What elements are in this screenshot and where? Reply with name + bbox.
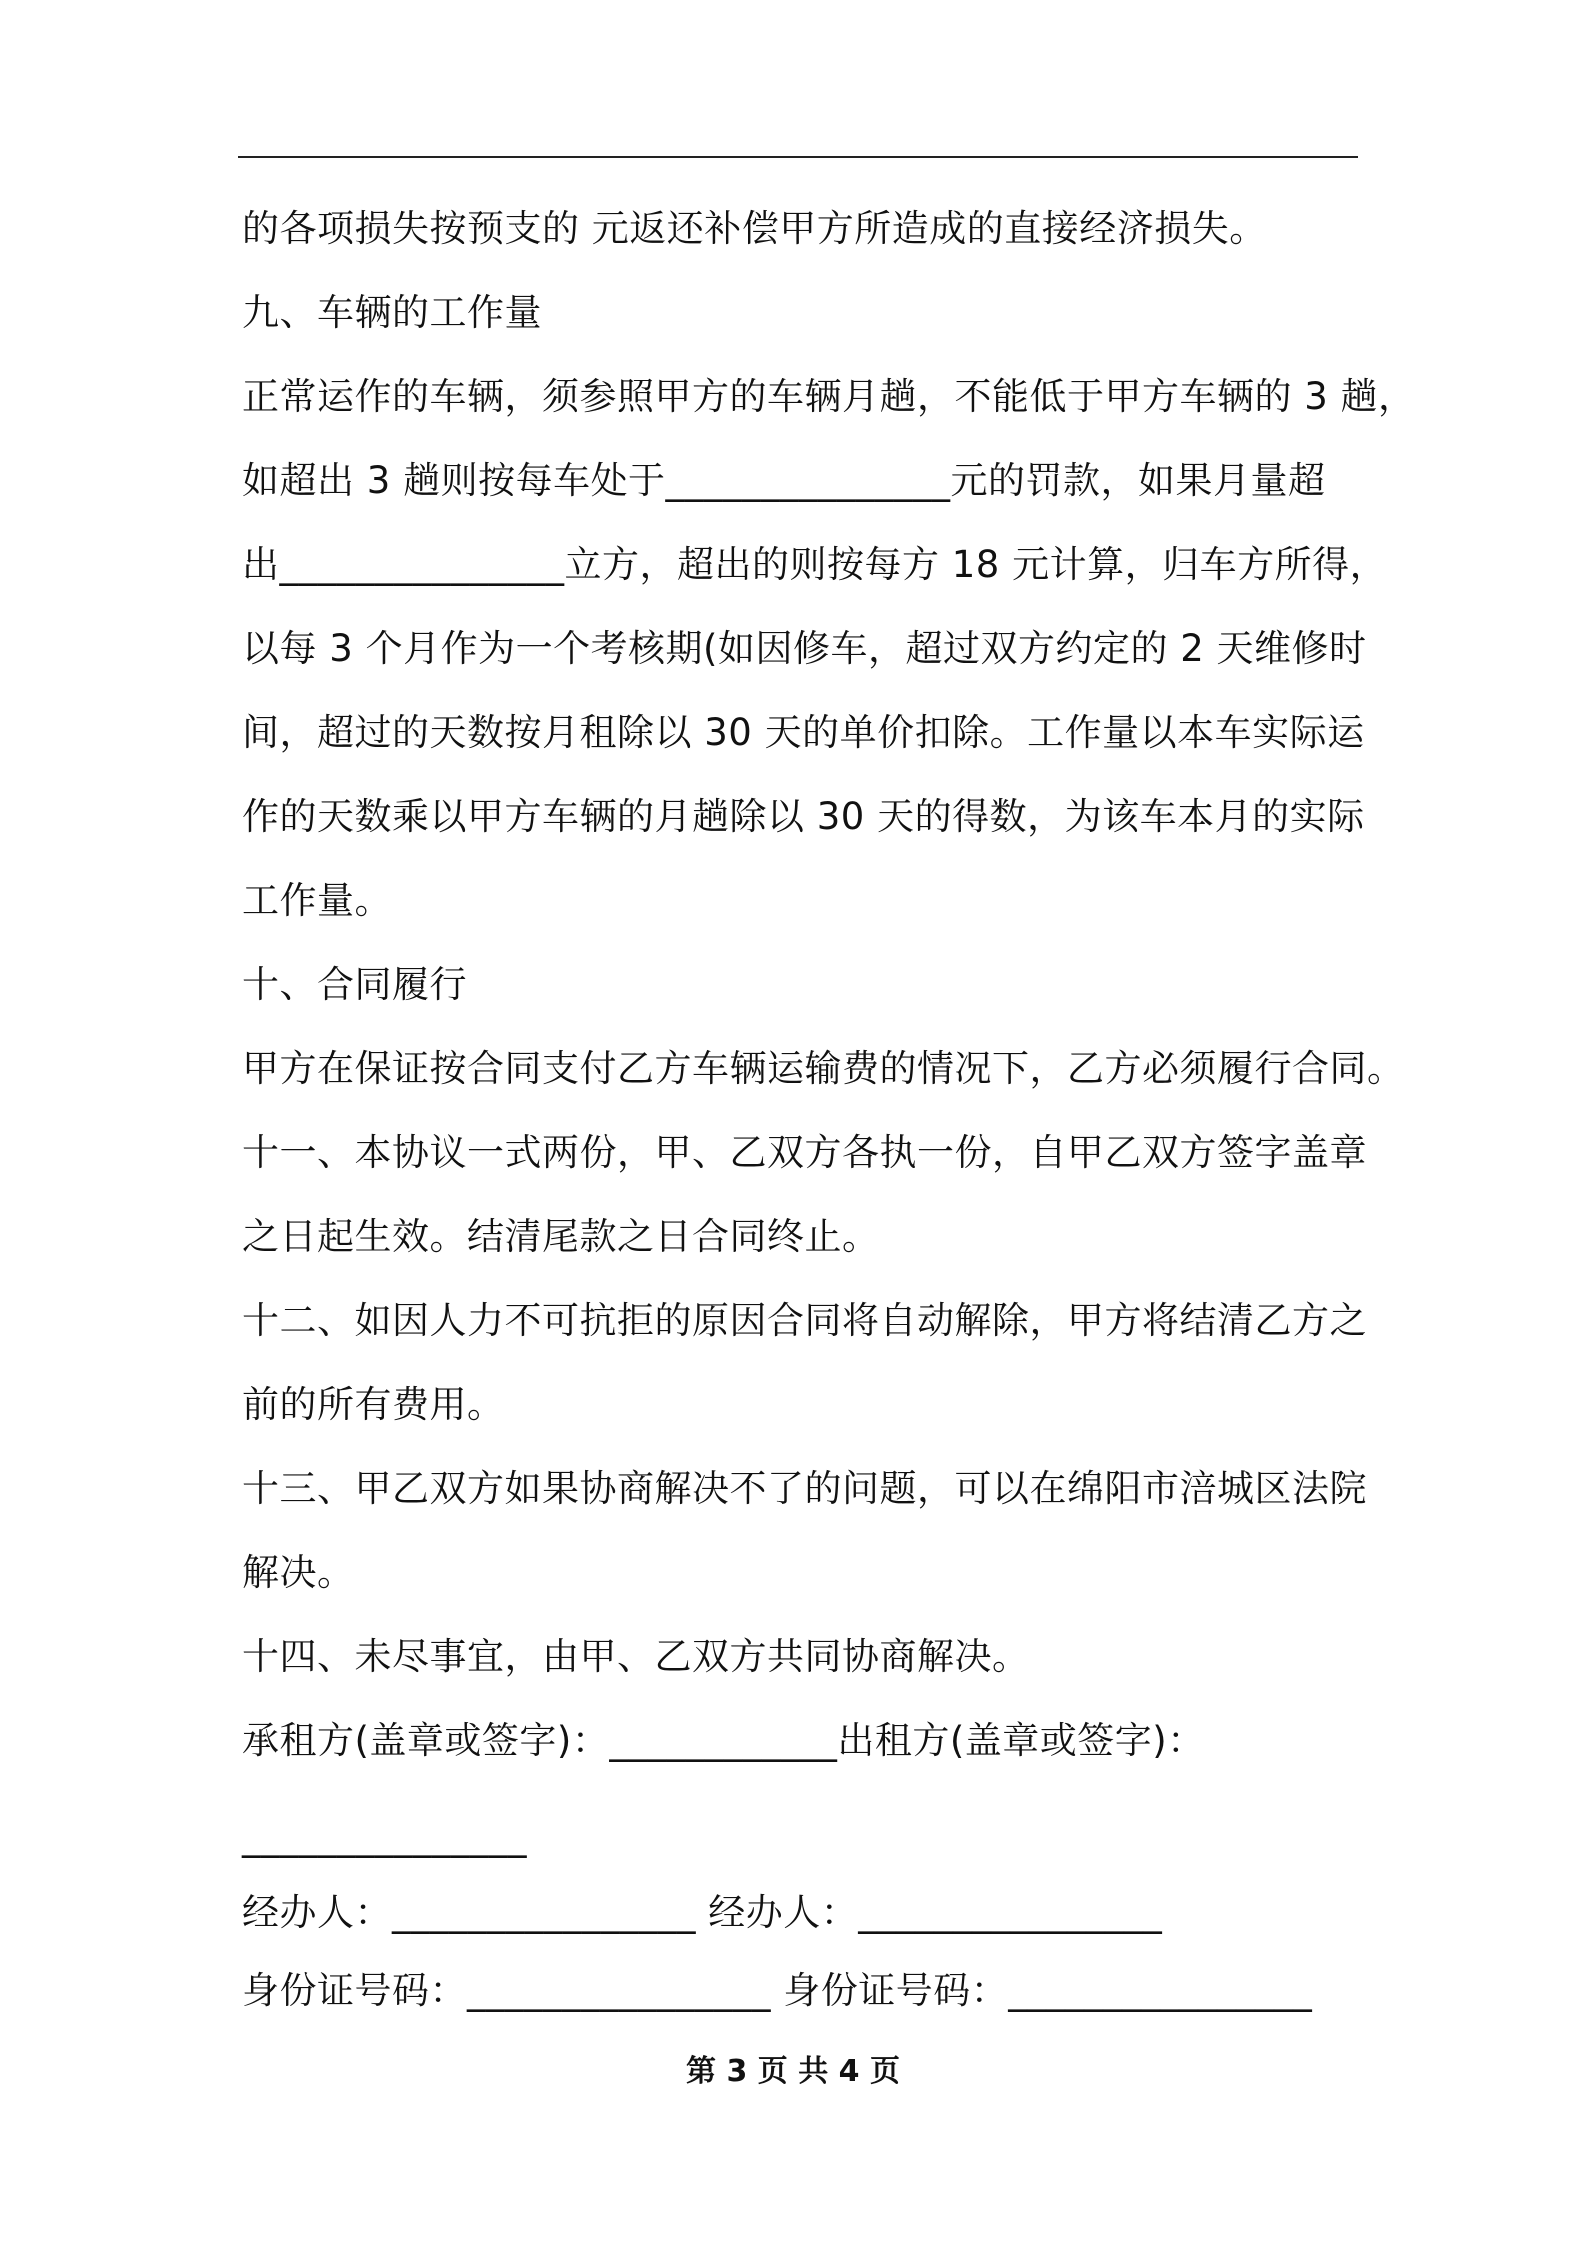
body-line: 正常运作的车辆，须参照甲方的车辆月趟，不能低于甲方车辆的 3 趟， (242, 375, 1416, 418)
clause-twelve: 十二、如因人力不可抗拒的原因合同将自动解除，甲方将结清乙方之 (242, 1299, 1367, 1342)
body-line: 的各项损失按预支的 元返还补偿甲方所造成的直接经济损失。 (242, 207, 1267, 250)
clause-eleven: 十一、本协议一式两份，甲、乙双方各执一份，自甲乙双方签字盖章 (242, 1131, 1367, 1174)
signature-blank-line: _______________ (242, 1815, 527, 1858)
body-line: 甲方在保证按合同支付乙方车辆运输费的情况下，乙方必须履行合同。 (242, 1047, 1405, 1090)
body-line: 之日起生效。结清尾款之日合同终止。 (242, 1215, 880, 1258)
body-line: 如超出 3 趟则按每车处于_______________元的罚款，如果月量超 (242, 459, 1326, 502)
body-line: 解决。 (242, 1551, 355, 1594)
page-number-footer: 第 3 页 共 4 页 (686, 2054, 900, 2089)
body-line: 作的天数乘以甲方车辆的月趟除以 30 天的得数，为该车本月的实际 (242, 795, 1365, 838)
handler-line: 经办人：________________ 经办人：________________ (242, 1891, 1163, 1934)
id-number-line: 身份证号码：________________ 身份证号码：________________ (242, 1969, 1313, 2012)
body-line: 以每 3 个月作为一个考核期(如因修车，超过双方约定的 2 天维修时 (242, 627, 1367, 670)
clause-thirteen: 十三、甲乙双方如果协商解决不了的问题，可以在绵阳市涪城区法院 (242, 1467, 1367, 1510)
body-line: 工作量。 (242, 879, 392, 922)
signature-parties-line: 承租方(盖章或签字)：____________出租方(盖章或签字)： (242, 1719, 1205, 1762)
clause-fourteen: 十四、未尽事宜，由甲、乙双方共同协商解决。 (242, 1635, 1030, 1678)
body-line: 出_______________立方，超出的则按每方 18 元计算，归车方所得， (242, 543, 1388, 586)
section-heading-ten: 十、合同履行 (242, 963, 467, 1006)
body-line: 前的所有费用。 (242, 1383, 505, 1426)
header-rule (238, 156, 1358, 158)
body-line: 间，超过的天数按月租除以 30 天的单价扣除。工作量以本车实际运 (242, 711, 1365, 754)
section-heading-nine: 九、车辆的工作量 (242, 291, 542, 334)
